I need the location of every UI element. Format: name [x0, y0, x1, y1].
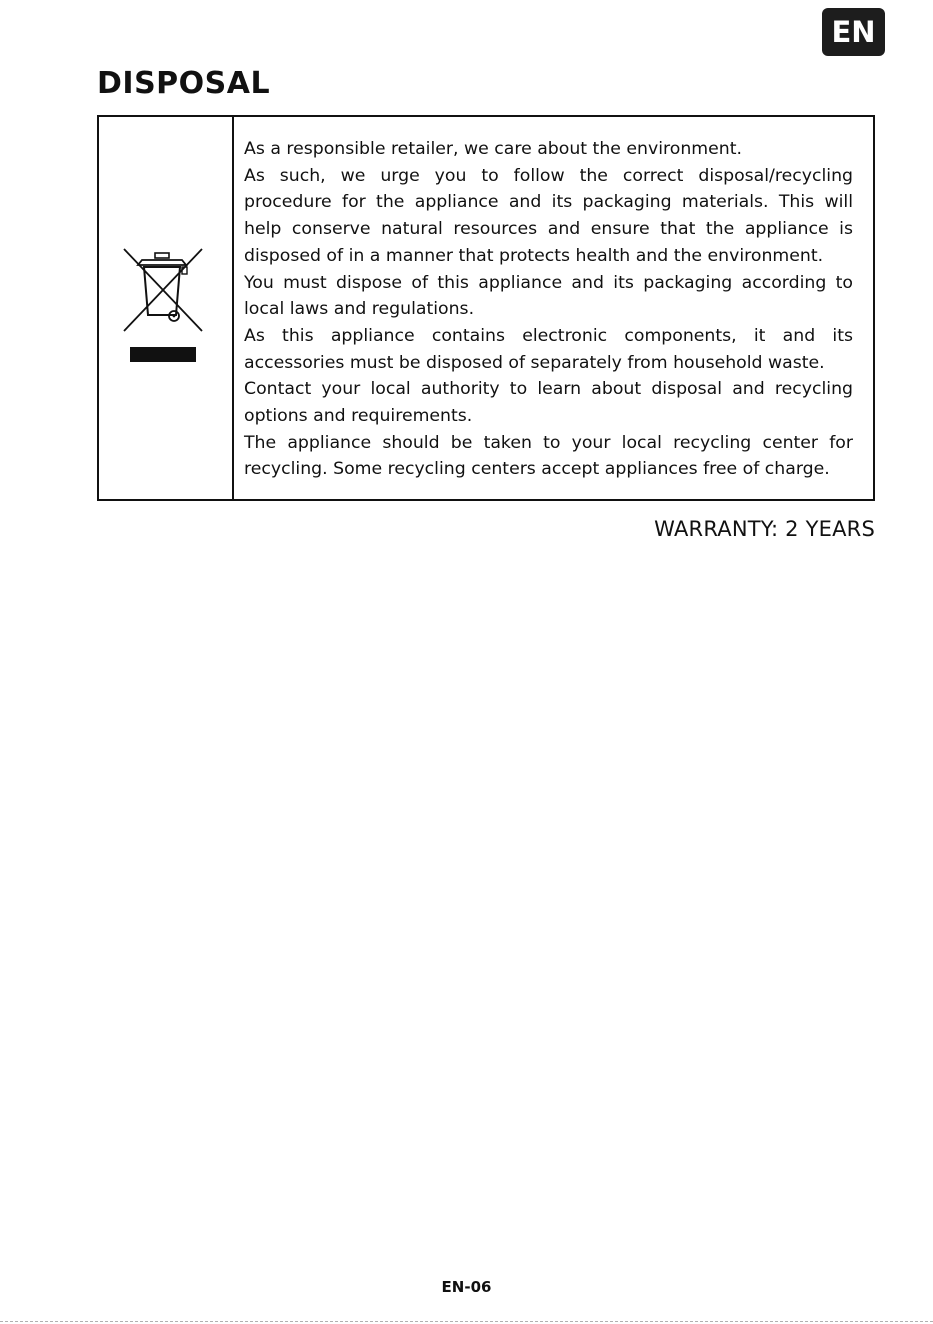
- page-title: DISPOSAL: [97, 66, 271, 101]
- disposal-text-line: The appliance should be taken to your local recycling center for: [244, 432, 853, 453]
- disposal-text-line: Contact your local authority to learn about disposal and recycling: [244, 379, 853, 400]
- disposal-text-line: You must dispose of this appliance and its packaging according to: [244, 272, 853, 293]
- disposal-info-box: [97, 115, 875, 501]
- icon-cell: [99, 117, 234, 499]
- disposal-text-line: procedure for the appliance and its packaging materials. This will: [244, 192, 853, 213]
- language-badge: EN: [822, 8, 885, 56]
- page-number: EN-06: [441, 1278, 492, 1296]
- disposal-text-line: local laws and regulations.: [244, 299, 475, 320]
- disposal-text-line: help conserve natural resources and ensure that the appliance is: [244, 219, 853, 240]
- warranty-label: WARRANTY: 2 YEARS: [654, 517, 875, 541]
- disposal-text-line: As such, we urge you to follow the correct disposal/recycling: [244, 165, 853, 186]
- disposal-text-line: options and requirements.: [244, 406, 473, 427]
- disposal-text-line: As this appliance contains electronic components, it and its: [244, 325, 853, 346]
- bottom-divider: [0, 1321, 933, 1322]
- disposal-text-line: accessories must be disposed of separately from household waste.: [244, 352, 825, 373]
- disposal-text-line: disposed of in a manner that protects health and the environment.: [244, 245, 824, 266]
- disposal-text: [234, 117, 873, 499]
- disposal-text-line: As a responsible retailer, we care about the environment.: [244, 139, 742, 159]
- disposal-text-line: recycling. Some recycling centers accept appliances free of charge.: [244, 459, 830, 480]
- crossed-out-wheelie-bin-icon: [122, 247, 204, 367]
